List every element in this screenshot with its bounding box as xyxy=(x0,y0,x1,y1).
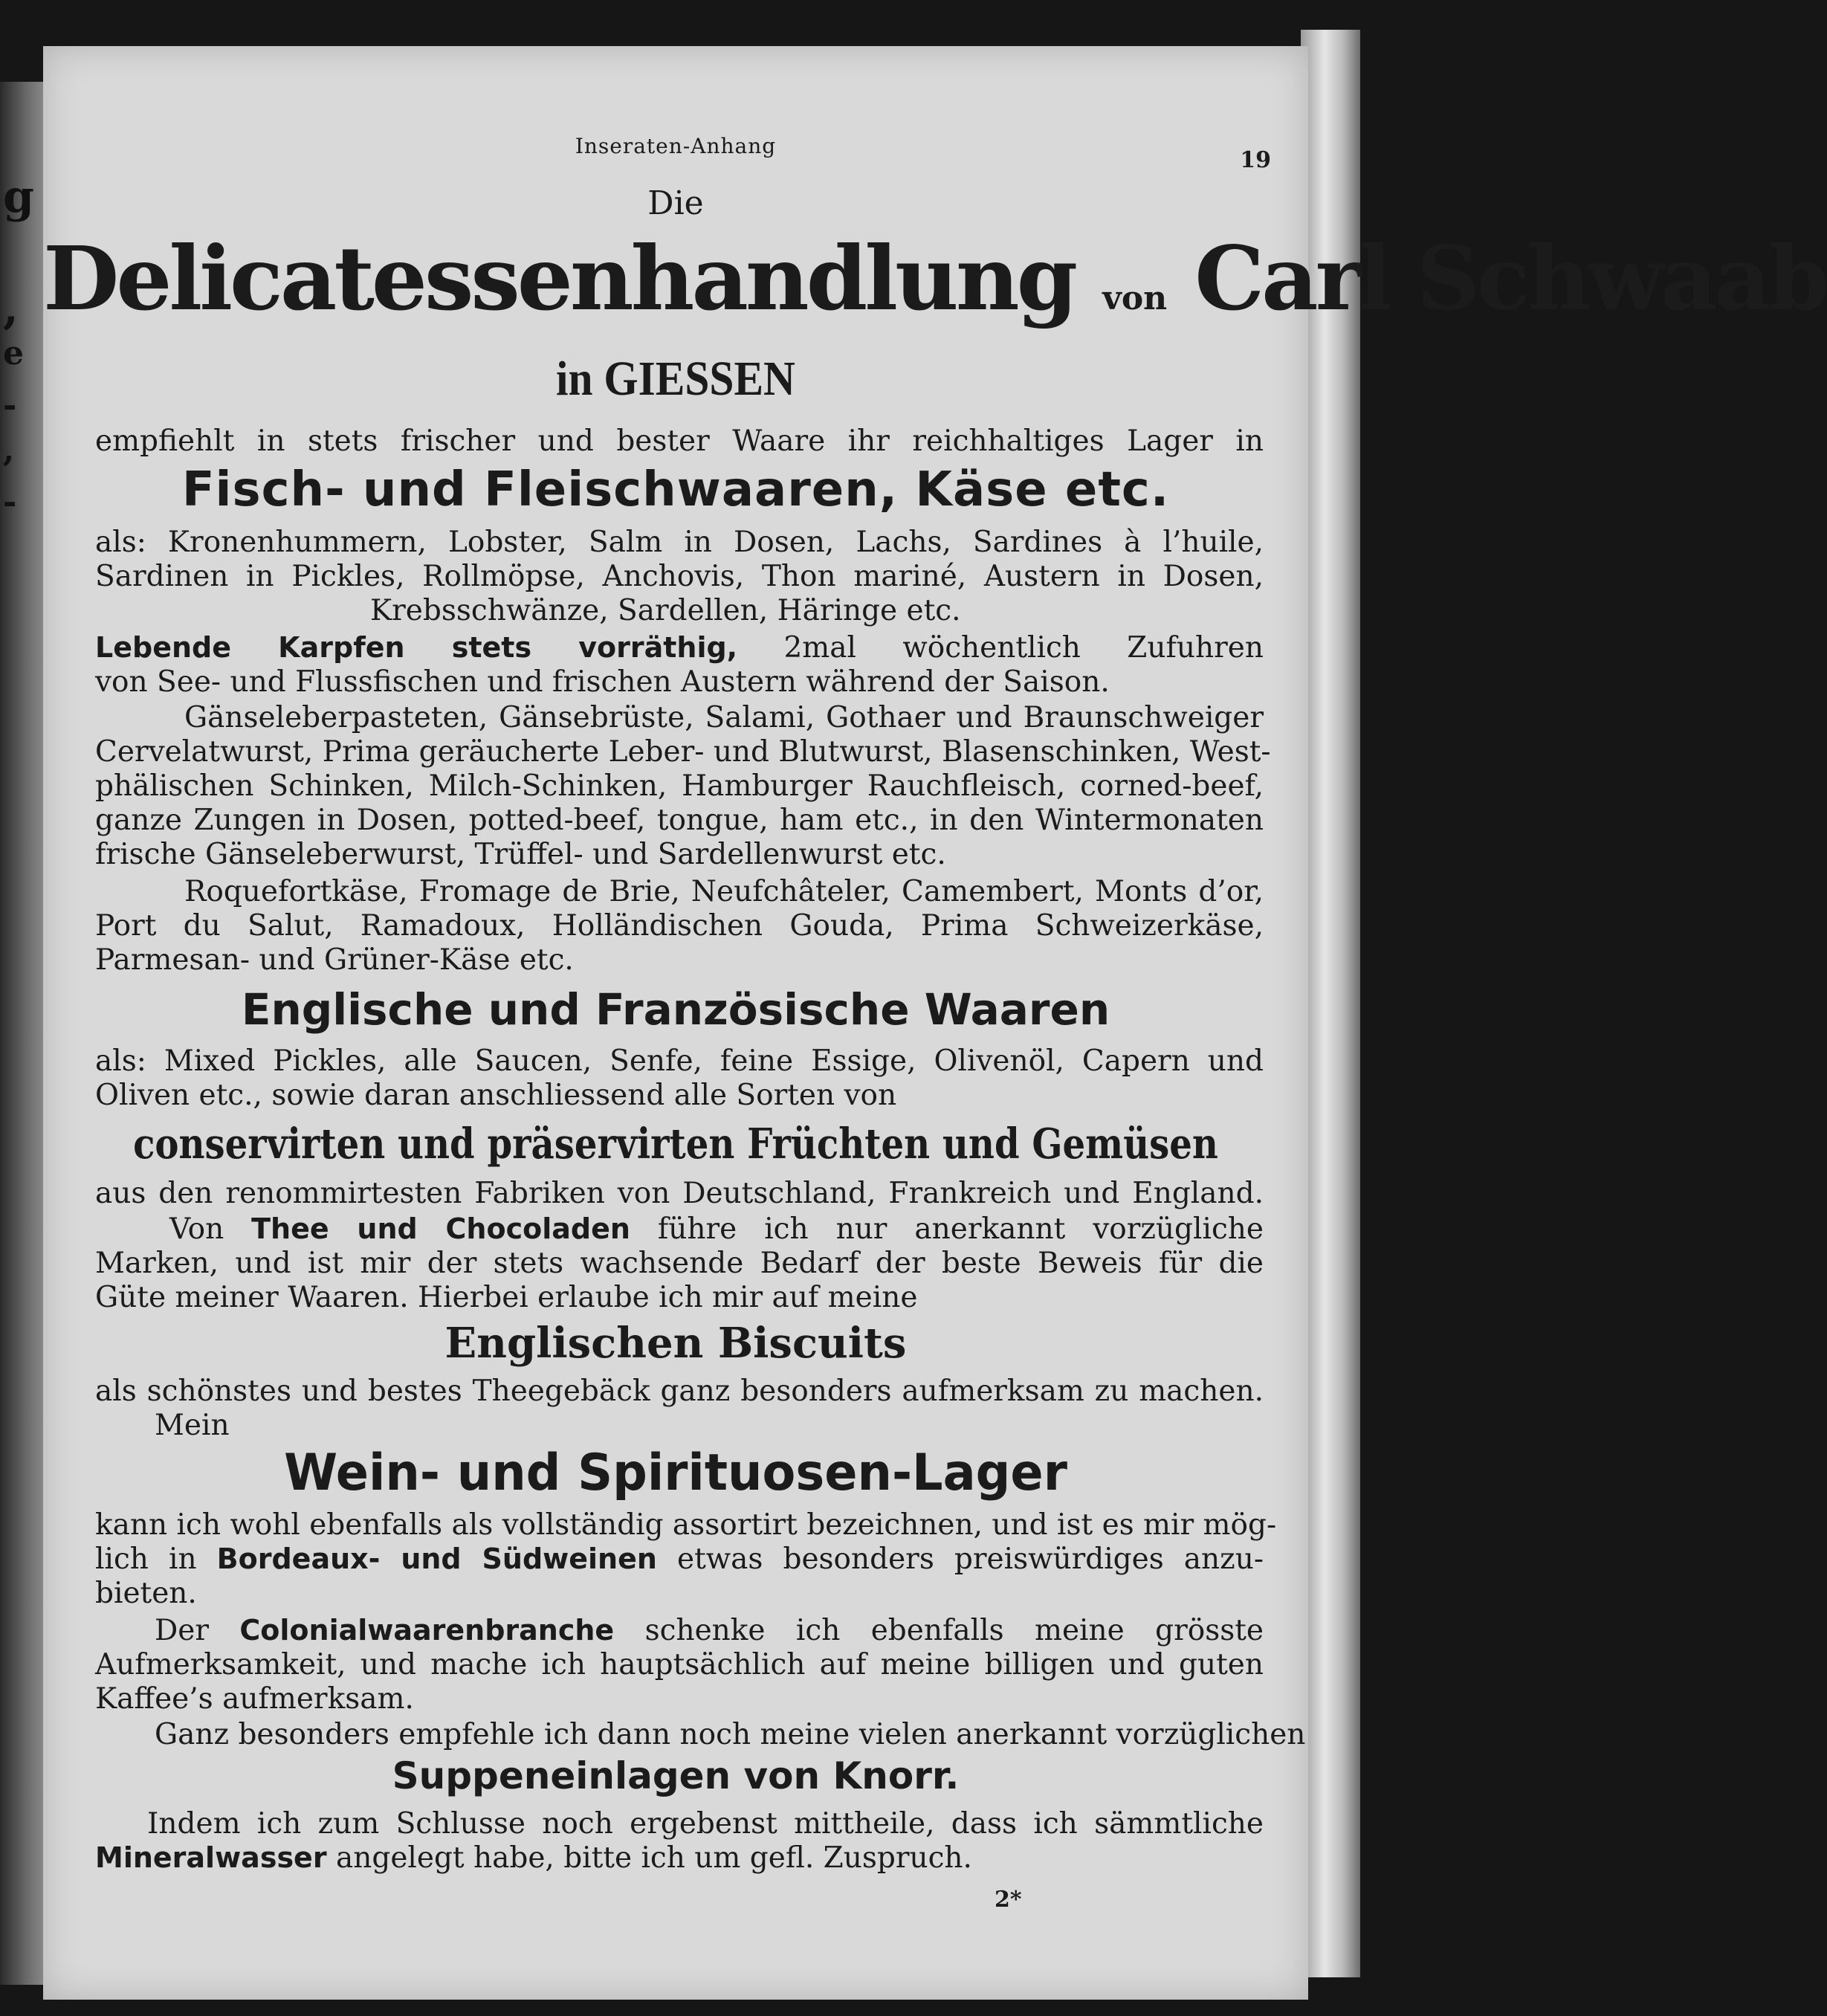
heading-wein: Wein- und Spirituosen-Lager xyxy=(284,1444,1067,1502)
karpfen-line xyxy=(95,631,1264,665)
margin-fragment: , xyxy=(3,282,19,335)
text-line: als: Kronenhummern, Lobster, Salm in Dosen, Lachs, Sardines à l’huile, xyxy=(95,526,1264,559)
text-line: Aufmerksamkeit, und mache ich hauptsächlich auf meine billigen und guten xyxy=(95,1648,1264,1681)
margin-fragment: - xyxy=(3,387,17,424)
colonial-pre: Der xyxy=(155,1614,209,1647)
margin-fragment: , xyxy=(3,431,15,469)
schluss-bold: Mineralwasser xyxy=(95,1841,327,1874)
colonial-rest: schenke ich ebenfalls meine grösste xyxy=(644,1614,1264,1647)
text-line: von See- und Flussfischen und frischen Austern während der Saison. xyxy=(95,665,1110,699)
masthead-intro: Die xyxy=(647,184,704,222)
heading-conserv: conservirten und präservirten Früchten und Gemüsen xyxy=(133,1120,1218,1169)
text-line: Kaffee’s aufmerksam. xyxy=(95,1682,414,1716)
schluss-line xyxy=(95,1841,1264,1875)
thee-bold: Thee und Chocoladen xyxy=(251,1212,630,1245)
wein-pre: lich in xyxy=(95,1542,197,1576)
heading-fisch: Fisch- und Fleischwaaren, Käse etc. xyxy=(181,462,1170,517)
karpfen-bold: Lebende Karpfen stets vorräthig, xyxy=(95,631,738,664)
heading-knorr: Suppeneinlagen von Knorr. xyxy=(392,1754,960,1797)
margin-fragment: g xyxy=(3,171,34,223)
text-line: als schönstes und bestes Theegebäck ganz besonders aufmerksam zu machen. xyxy=(95,1374,1264,1408)
text-line: ganze Zungen in Dosen, potted-beef, tongue, ham etc., in den Wintermonaten xyxy=(95,804,1264,837)
masthead-location: in GIESSEN xyxy=(556,352,795,406)
karpfen-rest: 2mal wöchentlich Zufuhren xyxy=(783,631,1264,665)
previous-page-edge xyxy=(0,82,45,1985)
owner-name: Carl Schwaab xyxy=(1194,227,1827,330)
thee-rest: führe ich nur anerkannt vorzügliche xyxy=(657,1212,1264,1246)
wein-bold: Bordeaux- und Südweinen xyxy=(216,1542,657,1575)
shop-name: Delicatessenhandlung xyxy=(43,227,1076,330)
text-line: Roquefortkäse, Fromage de Brie, Neufchâteler, Camembert, Monts d’or, xyxy=(184,875,1264,908)
text-line: Sardinen in Pickles, Rollmöpse, Anchovis, Thon mariné, Austern in Dosen, xyxy=(95,560,1264,593)
wein-line xyxy=(95,1542,1264,1576)
page-number: 19 xyxy=(1240,147,1271,173)
colonial-bold: Colonialwaarenbranche xyxy=(239,1614,615,1647)
text-line: Ganz besonders empfehle ich dann noch meine vielen anerkannt vorzüglichen xyxy=(155,1718,1306,1751)
text-line: Marken, und ist mir der stets wachsende Bedarf der beste Beweis für die xyxy=(95,1247,1264,1280)
text-line: Gänseleberpasteten, Gänsebrüste, Salami, Gothaer und Braunschweiger xyxy=(184,701,1264,734)
text-line: empfiehlt in stets frischer und bester Waare ihr reichhaltiges Lager in xyxy=(95,424,1264,458)
heading-biscuits: Englischen Biscuits xyxy=(444,1319,907,1368)
text-line: aus den renommirtesten Fabriken von Deutschland, Frankreich und England. xyxy=(95,1177,1264,1210)
text-line: Krebsschwänze, Sardellen, Häringe etc. xyxy=(370,594,961,627)
text-line: Cervelatwurst, Prima geräucherte Leber- und Blutwurst, Blasenschinken, West- xyxy=(95,735,1271,769)
margin-fragment: - xyxy=(3,483,17,521)
advertisement-page xyxy=(43,46,1827,2000)
signature-mark: 2* xyxy=(995,1887,1022,1913)
text-line: kann ich wohl ebenfalls als vollständig assortirt bezeichnen, und ist es mir mög- xyxy=(95,1508,1277,1542)
schluss-rest: angelegt habe, bitte ich um gefl. Zuspruch. xyxy=(335,1841,972,1875)
text-line: frische Gänseleberwurst, Trüffel- und Sardellenwurst etc. xyxy=(95,838,946,871)
text-line: Güte meiner Waaren. Hierbei erlaube ich mir auf meine xyxy=(95,1281,918,1314)
text-line: bieten. xyxy=(95,1577,197,1610)
wein-rest: etwas besonders preiswürdiges anzu- xyxy=(677,1542,1264,1576)
text-line: phälischen Schinken, Milch-Schinken, Hamburger Rauchfleisch, corned-beef, xyxy=(95,769,1264,803)
section-title: Inseraten-Anhang xyxy=(575,134,777,158)
text-line: Indem ich zum Schlusse noch ergebenst mittheile, dass ich sämmtliche xyxy=(147,1807,1264,1841)
text-line: Oliven etc., sowie daran anschliessend alle Sorten von xyxy=(95,1079,897,1112)
masthead-connector: von xyxy=(1102,280,1168,317)
colonial-line xyxy=(155,1616,1264,1645)
margin-fragment: e xyxy=(3,335,24,372)
thee-line xyxy=(169,1212,1264,1246)
text-line: Parmesan- und Grüner-Käse etc. xyxy=(95,943,574,977)
text-line: Mein xyxy=(155,1409,230,1442)
masthead-title xyxy=(43,227,1827,330)
text-line: Port du Salut, Ramadoux, Holländischen Gouda, Prima Schweizerkäse, xyxy=(95,909,1264,943)
heading-englisch: Englische und Französische Waaren xyxy=(241,984,1110,1035)
thee-pre: Von xyxy=(169,1212,224,1246)
text-line: als: Mixed Pickles, alle Saucen, Senfe, feine Essige, Olivenöl, Capern und xyxy=(95,1044,1264,1078)
